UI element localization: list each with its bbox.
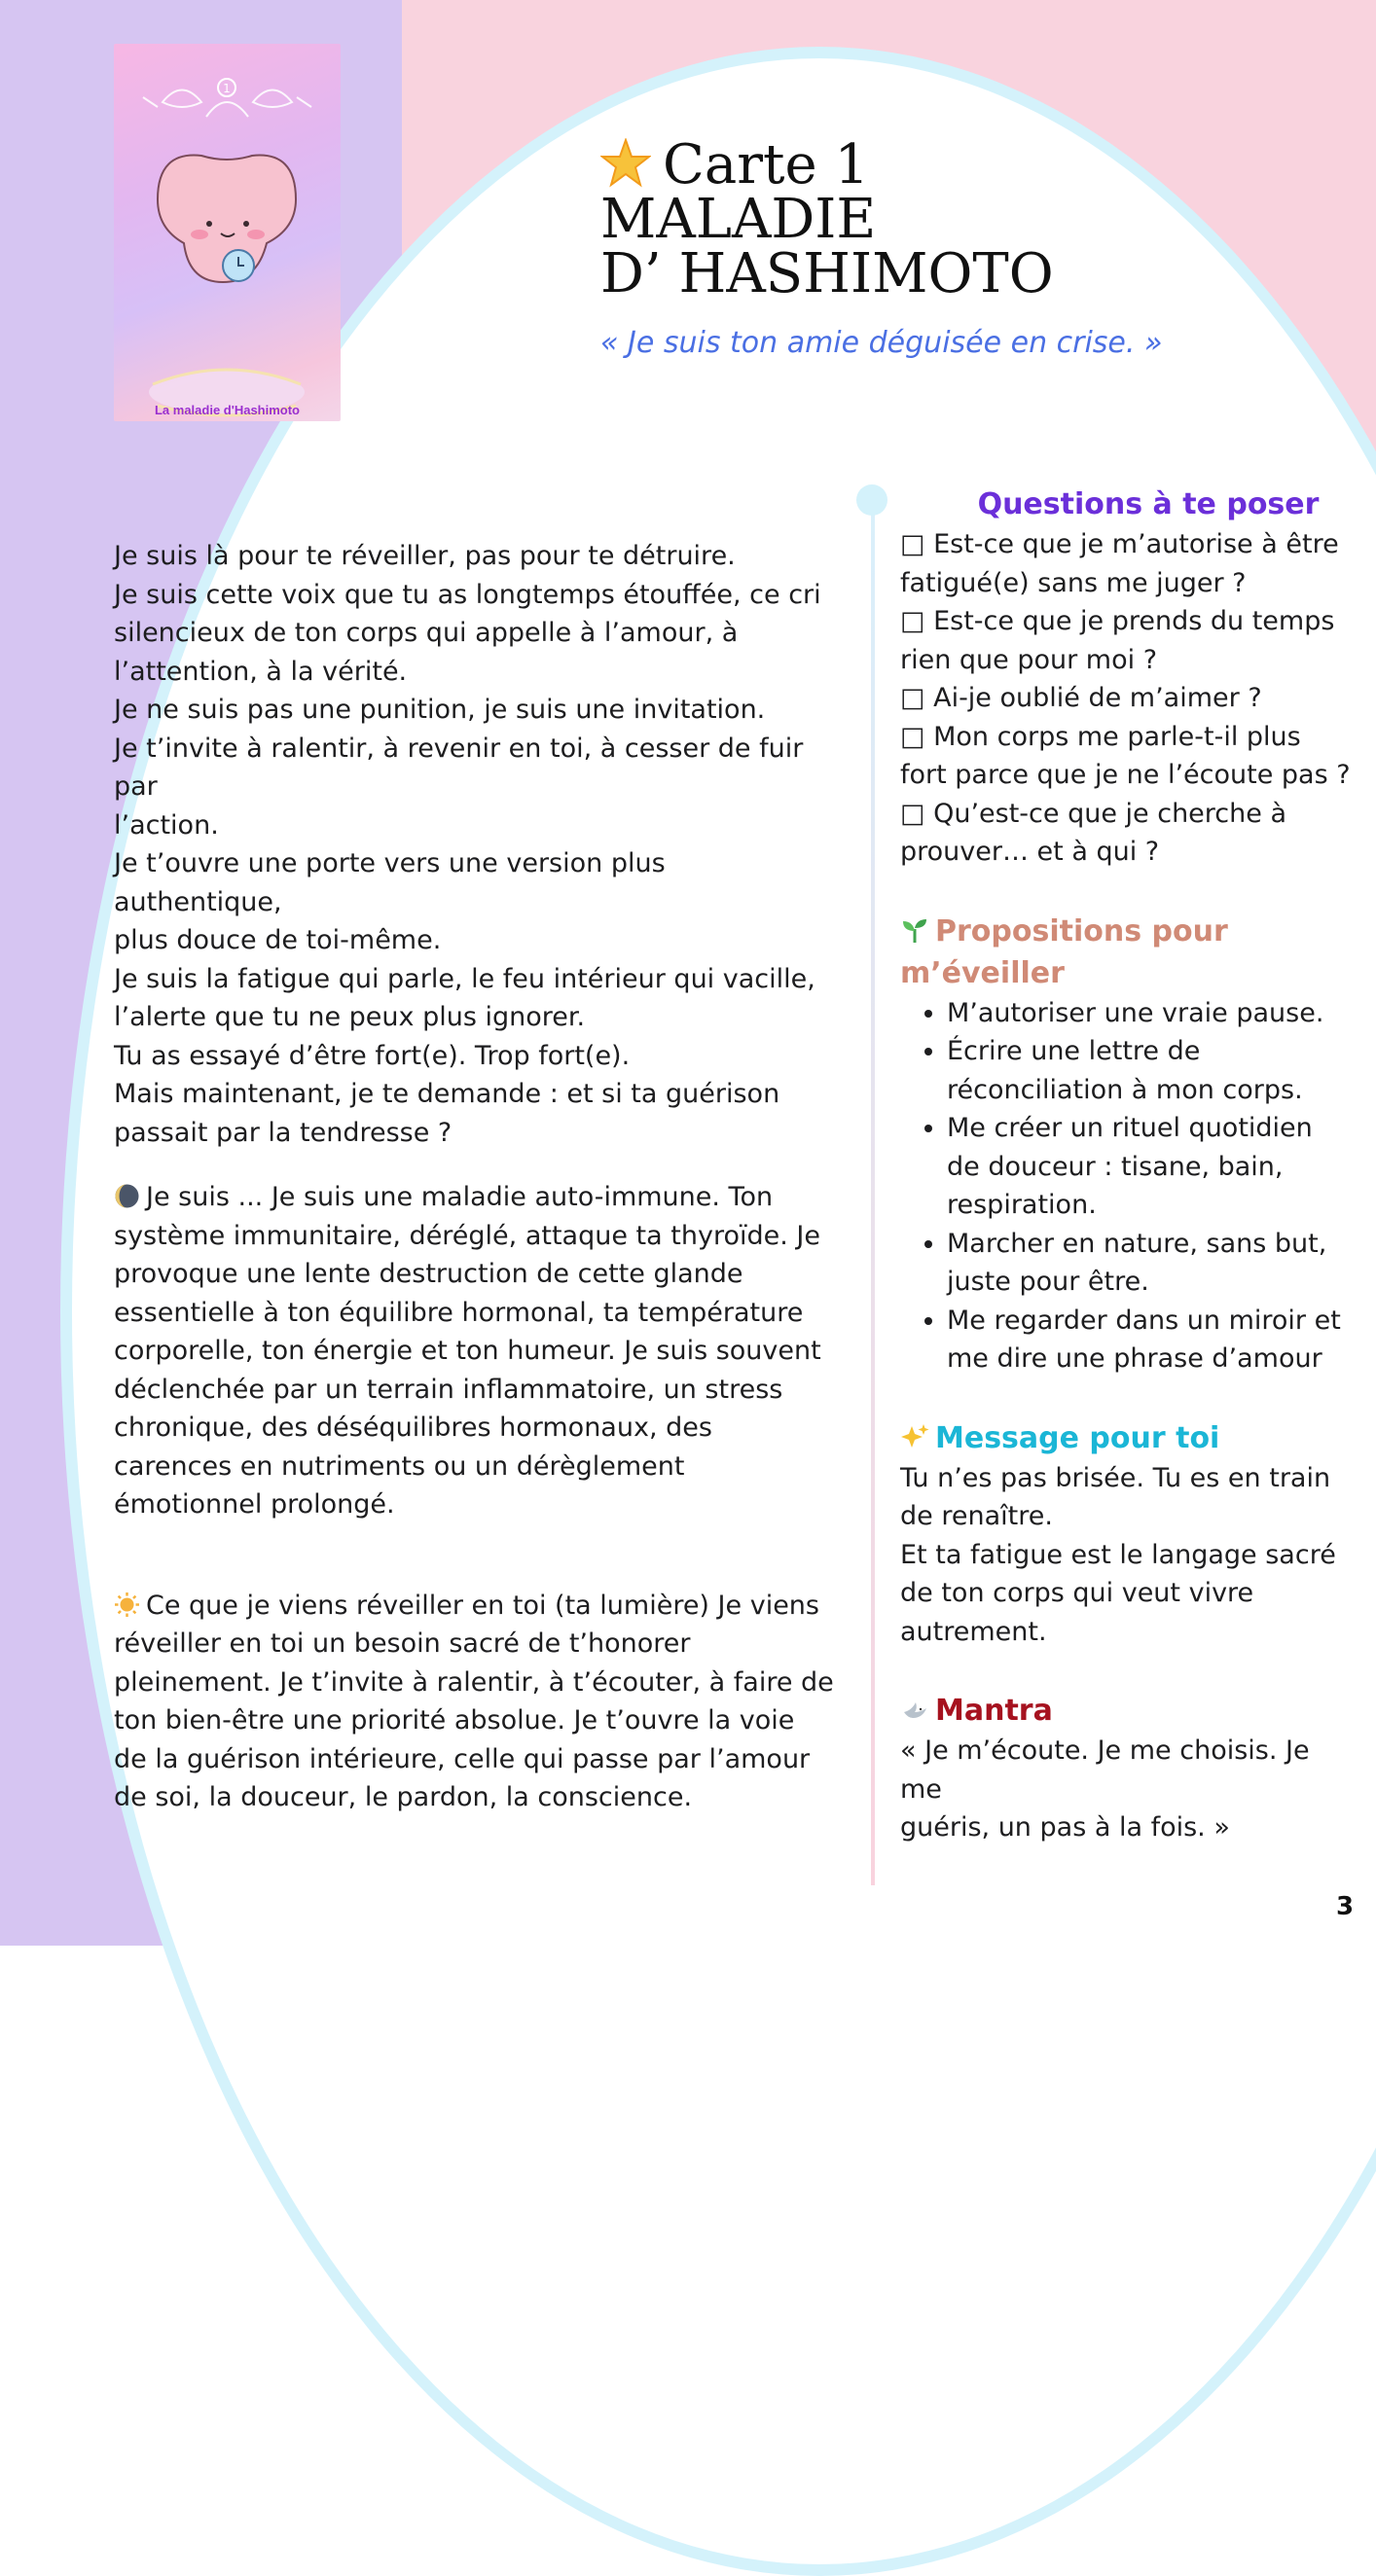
text-line: Tu as essayé d’être fort(e). Trop fort(e). — [114, 1040, 631, 1071]
text-line: fatigué(e) sans me juger ? — [900, 567, 1247, 598]
text-line: provoque une lente destruction de cette glande — [114, 1259, 743, 1289]
sun-icon — [114, 1592, 140, 1618]
text-line: Je ne suis pas une punition, je suis une invitation. — [114, 695, 766, 725]
text-line: corporelle, ton énergie et ton humeur. Je suis souvent — [114, 1336, 821, 1366]
text-line: Je suis cette voix que tu as longtemps étouffée, ce cri — [114, 579, 821, 610]
card-image — [114, 44, 341, 421]
message-title: Message pour toi — [900, 1417, 1358, 1459]
list-item-line: Me regarder dans un miroir et — [947, 1305, 1341, 1336]
text-line: passait par la tendresse ? — [114, 1117, 453, 1148]
text-line: □ Est-ce que je prends du temps — [900, 606, 1335, 636]
list-item — [947, 1109, 1358, 1225]
text-line: émotionnel prolongé. — [114, 1489, 395, 1520]
list-item-line: Me créer un rituel quotidien — [947, 1113, 1313, 1143]
card-illustration — [114, 44, 341, 421]
text-line: de soi, la douceur, le pardon, la conscience. — [114, 1782, 693, 1812]
page-number: 3 — [1336, 1892, 1355, 1921]
card-label: La maladie d'Hashimoto — [154, 403, 300, 417]
text-line: carences en nutriments ou un dérèglement — [114, 1450, 685, 1482]
text-line: l’attention, à la vérité. — [114, 656, 408, 687]
text-line: fort parce que je ne l’écoute pas ? — [900, 760, 1351, 790]
list-item — [947, 1302, 1358, 1378]
list-item-line: M’autoriser une vraie pause. — [947, 997, 1324, 1028]
page-title-line-1: Carte 1 — [600, 138, 1321, 193]
text-line: autrement. — [900, 1616, 1047, 1647]
text-line: l’alerte que tu ne peux plus ignorer. — [114, 1002, 586, 1032]
column-divider — [871, 504, 875, 1885]
star-icon — [600, 138, 651, 189]
text-line: □ Mon corps me parle-t-il plus — [900, 721, 1301, 752]
text-line: plus douce de toi-même. — [114, 925, 442, 955]
text-line: de la guérison intérieure, celle qui passe par l’amour — [114, 1743, 811, 1774]
list-item — [947, 1225, 1358, 1302]
questions-title: Questions à te poser — [977, 487, 1320, 521]
page-title-line-3: D’ HASHIMOTO — [600, 242, 1054, 305]
title-block — [600, 133, 1321, 305]
mantra-text — [900, 1732, 1358, 1847]
text-line: □ Qu’est-ce que je cherche à — [900, 798, 1286, 829]
text-line: ton bien-être une priorité absolue. Je t’ouvre la voie — [114, 1705, 795, 1735]
propositions-title-line-2: m’éveiller — [900, 955, 1065, 990]
text-line: □ Est-ce que je m’autorise à être — [900, 529, 1339, 559]
text-line: déclenchée par un terrain inflammatoire, un stress — [114, 1374, 783, 1405]
text-line: réveiller en toi un besoin sacré de t’honorer — [114, 1628, 691, 1659]
text-line: système immunitaire, déréglé, attaque ta thyroïde. Je — [114, 1220, 820, 1251]
moon-icon — [114, 1183, 140, 1209]
text-line: essentielle à ton équilibre hormonal, ta température — [114, 1297, 804, 1328]
propositions-list — [900, 994, 1358, 1378]
text-line: l’action. — [114, 809, 219, 841]
seedling-icon — [900, 915, 929, 945]
text-line: Et ta fatigue est le langage sacré — [900, 1539, 1336, 1570]
page-subtitle: « Je suis ton amie déguisée en crise. » — [600, 326, 1163, 360]
text-line: Ce que je viens réveiller en toi (ta lumière) Je viens — [114, 1587, 834, 1626]
propositions-title: Propositions pour — [900, 911, 1358, 952]
text-line: Tu n’es pas brisée. Tu es en train — [900, 1462, 1331, 1493]
sparkles-icon — [900, 1422, 929, 1451]
awakening-paragraph — [114, 1587, 834, 1817]
list-item-line: Marcher en nature, sans but, — [947, 1228, 1327, 1259]
list-item-line: juste pour être. — [947, 1267, 1149, 1297]
text-line: Mais maintenant, je te demande : et si ta guérison — [114, 1079, 780, 1109]
text-line: chronique, des déséquilibres hormonaux, des — [114, 1413, 712, 1443]
text-line: pleinement. Je t’invite à ralentir, à t’écouter, à faire de — [114, 1666, 834, 1698]
list-item-line: de douceur : tisane, bain, — [947, 1151, 1284, 1182]
message-text — [900, 1459, 1358, 1652]
text-line: « Je m’écoute. Je me choisis. Je me — [900, 1735, 1310, 1805]
divider-dot — [856, 484, 887, 516]
list-item — [947, 994, 1358, 1033]
questions-list — [900, 525, 1358, 872]
text-line: silencieux de ton corps qui appelle à l’amour, à — [114, 618, 739, 648]
text-line: Je suis là pour te réveiller, pas pour te détruire. — [114, 541, 736, 571]
text-line: prouver… et à qui ? — [900, 837, 1160, 867]
intro-paragraph — [114, 537, 834, 1152]
text-line: □ Ai-je oublié de m’aimer ? — [900, 683, 1262, 713]
list-item-line: réconciliation à mon corps. — [947, 1074, 1303, 1105]
list-item-line: respiration. — [947, 1190, 1097, 1220]
disease-paragraph — [114, 1178, 834, 1524]
text-line: Je suis ... Je suis une maladie auto-immune. Ton — [114, 1178, 834, 1217]
sidebar — [900, 483, 1358, 1847]
dove-icon — [900, 1695, 929, 1724]
page-title-line-2: MALADIE — [600, 188, 877, 251]
card-number: 1 — [223, 82, 231, 95]
list-item-line: Écrire une lettre de — [947, 1036, 1201, 1066]
text-line: de ton corps qui veut vivre — [900, 1578, 1254, 1608]
text-line: de renaître. — [900, 1501, 1053, 1531]
list-item-line: me dire une phrase d’amour — [947, 1343, 1322, 1374]
list-item — [947, 1032, 1358, 1109]
text-line: Je suis la fatigue qui parle, le feu intérieur qui vacille, — [114, 963, 815, 994]
text-line: rien que pour moi ? — [900, 644, 1158, 675]
mantra-title: Mantra — [900, 1690, 1358, 1732]
text-line: Je t’invite à ralentir, à revenir en toi, à cesser de fuir par — [114, 733, 804, 802]
text-line: guéris, un pas à la fois. » — [900, 1812, 1230, 1843]
main-text — [114, 537, 834, 1817]
text-line: Je t’ouvre une porte vers une version plus authentique, — [114, 848, 666, 917]
